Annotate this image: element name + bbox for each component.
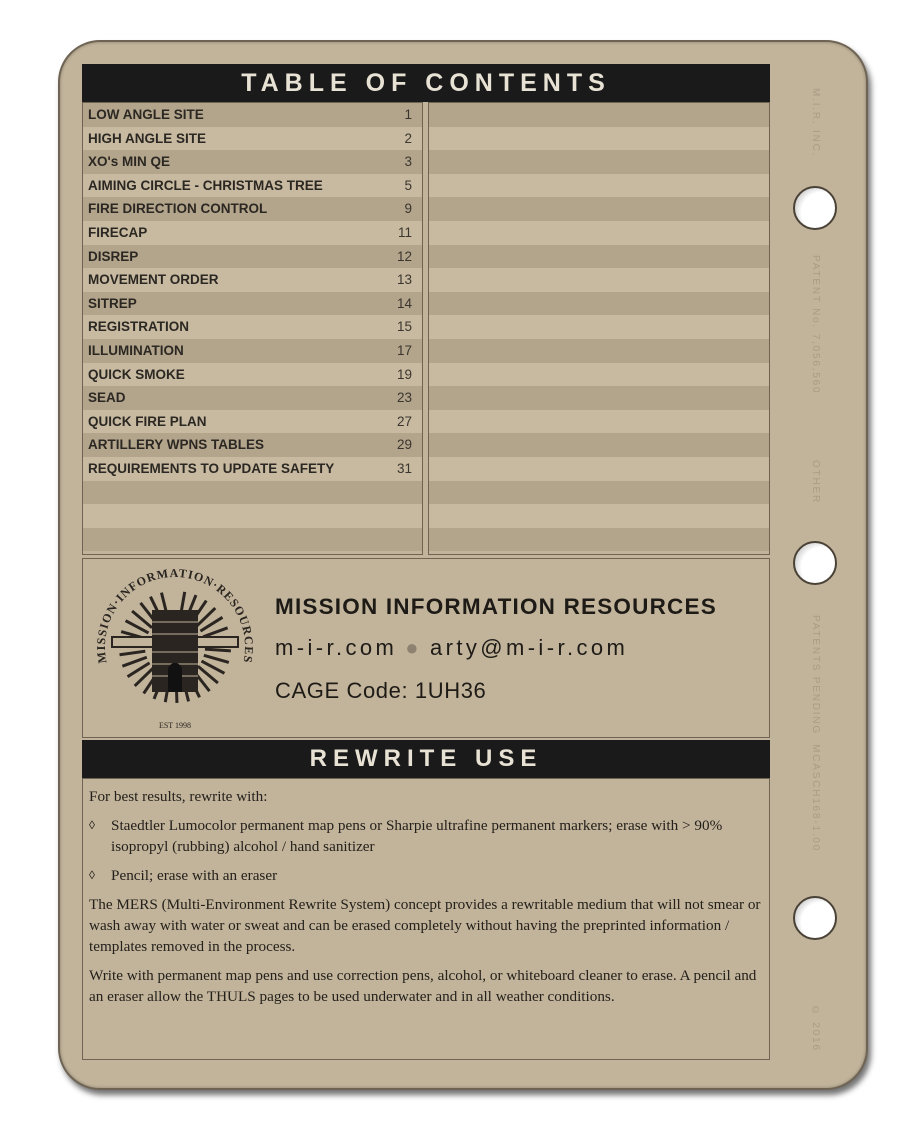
- toc-entry-page: 31: [396, 460, 412, 476]
- toc-entry: [83, 103, 422, 127]
- toc-entry-page: 12: [396, 248, 412, 264]
- toc-list: [82, 102, 423, 555]
- diamond-bullet-icon: ◊: [89, 868, 95, 882]
- toc-entry-page: 1: [404, 107, 412, 122]
- toc-entry-label: ARTILLERY WPNS TABLES: [88, 437, 265, 453]
- cage-code: CAGE Code: 1UH36: [275, 678, 487, 703]
- toc-entry-page: 11: [397, 224, 412, 240]
- toc-entry-label: FIRECAP: [88, 224, 148, 240]
- toc-blank-row: [83, 504, 422, 528]
- toc-entry: [83, 150, 422, 174]
- toc-blank-row: [429, 481, 769, 505]
- rewrite-intro: For best results, rewrite with:: [89, 788, 268, 805]
- toc-entry: [83, 410, 422, 434]
- toc-blank-row: [429, 292, 769, 316]
- toc-entry-label: REQUIREMENTS TO UPDATE SAFETY: [88, 460, 335, 476]
- logo-ray: [205, 649, 231, 651]
- toc-blank-row: [429, 504, 769, 528]
- toc-entry: [83, 174, 422, 198]
- toc-entry-label: DISREP: [88, 248, 139, 264]
- toc-blank-row: [429, 103, 769, 127]
- toc-entry-page: 19: [396, 366, 412, 382]
- binder-hole: [793, 186, 837, 230]
- diamond-bullet-icon: ◊: [89, 818, 95, 832]
- company-section: [82, 558, 770, 738]
- toc-blank-row: [429, 174, 769, 198]
- toc-entry: [83, 292, 422, 316]
- toc-blank-row: [429, 221, 769, 245]
- bullet-item: ◊ Pencil; erase with an eraser: [89, 867, 278, 884]
- toc-entry-page: 5: [404, 177, 412, 193]
- toc-entry-page: 23: [396, 390, 412, 406]
- toc-entry-label: QUICK SMOKE: [88, 366, 185, 382]
- rewrite-instructions: [82, 778, 770, 1060]
- margin-other: OTHER: [810, 460, 821, 504]
- email-link[interactable]: arty@m-i-r.com: [429, 635, 629, 660]
- toc-blank-row: [83, 481, 422, 505]
- toc-blank-row: [429, 197, 769, 221]
- toc-entry: [83, 457, 422, 481]
- toc-entry-page: 3: [404, 154, 412, 170]
- logo-door: [168, 663, 182, 692]
- toc-entry: [83, 221, 422, 245]
- toc-entry: [83, 268, 422, 292]
- toc-blank-row: [429, 315, 769, 339]
- toc-entry: [83, 315, 422, 339]
- toc-entry: [83, 433, 422, 457]
- toc-blank-column: [428, 102, 770, 555]
- toc-entry-page: 15: [396, 319, 412, 335]
- toc-blank-row: [429, 457, 769, 481]
- toc-entry-page: 9: [404, 201, 412, 217]
- toc-entry: [83, 197, 422, 221]
- toc-title: TABLE OF CONTENTS: [82, 64, 770, 102]
- toc-blank-row: [429, 268, 769, 292]
- toc-entry-label: SITREP: [88, 295, 137, 311]
- toc-entry-label: FIRE DIRECTION CONTROL: [88, 201, 268, 217]
- margin-patent: PATENT No. 7,056,560: [810, 255, 821, 395]
- website-link[interactable]: m-i-r.com: [275, 635, 398, 660]
- toc-entry-label: REGISTRATION: [88, 319, 189, 335]
- toc-blank-row: [83, 528, 422, 552]
- company-name: MISSION INFORMATION RESOURCES: [275, 594, 717, 619]
- binder-hole: [793, 541, 837, 585]
- toc-entry-label: SEAD: [88, 390, 126, 406]
- toc-blank-row: [429, 386, 769, 410]
- separator-dot: ●: [405, 635, 422, 660]
- toc-entry-label: HIGH ANGLE SITE: [88, 130, 207, 146]
- mers-paragraph: The MERS (Multi-Environment Rewrite System) concept provides a rewritable medium that will not smear or wash away with water or sweat and can be erased completely without having the preprinted information / templates removed in the process.: [89, 896, 761, 955]
- logo-ray: [203, 628, 227, 637]
- toc-entry-label: QUICK FIRE PLAN: [88, 413, 207, 429]
- logo-est: EST 1998: [158, 721, 192, 730]
- toc-entry-label: ILLUMINATION: [88, 342, 184, 358]
- toc-entry: [83, 386, 422, 410]
- toc-blank-row: [429, 410, 769, 434]
- toc-blank-row: [429, 528, 769, 552]
- toc-entry-page: 27: [396, 413, 412, 429]
- toc-entry-page: 14: [396, 295, 412, 311]
- toc-entry: [83, 127, 422, 151]
- toc-blank-row: [429, 339, 769, 363]
- bullet-item: ◊ Staedtler Lumocolor permanent map pens or Sharpie ultrafine permanent markers; erase with > 90% isopropyl (rubbing) alcohol / hand sanitizer: [89, 817, 723, 855]
- toc-entry-page: 17: [396, 342, 412, 358]
- toc-blank-row: [429, 245, 769, 269]
- toc-entry: [83, 363, 422, 387]
- toc-entry: [83, 245, 422, 269]
- toc-blank-row: [429, 127, 769, 151]
- toc-entry-label: AIMING CIRCLE - CHRISTMAS TREE: [88, 177, 323, 193]
- toc-entry-label: XO's MIN QE: [88, 154, 170, 170]
- toc-blank-row: [429, 363, 769, 387]
- margin-company: M.I.R. INC.: [810, 88, 821, 158]
- usage-paragraph: Write with permanent map pens and use correction pens, alcohol, or whiteboard cleaner to erase. A pencil and an eraser allow the THULS pages to be used underwater and in all weather conditions.: [89, 967, 757, 1005]
- margin-copyright: © 2016: [810, 1005, 821, 1052]
- logo-ring-text: MISSION·INFORMATION·RESOURCES: [93, 565, 257, 665]
- contact-line: [275, 635, 628, 661]
- binder-hole: [793, 896, 837, 940]
- company-logo: [90, 562, 260, 734]
- logo-ray: [122, 657, 146, 666]
- toc-entry-label: MOVEMENT ORDER: [88, 272, 219, 288]
- toc-entry-page: 29: [396, 437, 412, 453]
- toc-entry: [83, 339, 422, 363]
- toc-entry-page: 2: [404, 130, 412, 146]
- logo-ray: [120, 651, 146, 655]
- margin-pending: PATENTS PENDING MCASCH168-1.00: [810, 615, 821, 853]
- logo-ray: [204, 655, 229, 662]
- toc-entry-label: LOW ANGLE SITE: [88, 107, 204, 122]
- rewrite-title: REWRITE USE: [82, 740, 770, 778]
- toc-entry-page: 13: [396, 272, 412, 288]
- toc-blank-row: [429, 150, 769, 174]
- toc-blank-row: [429, 433, 769, 457]
